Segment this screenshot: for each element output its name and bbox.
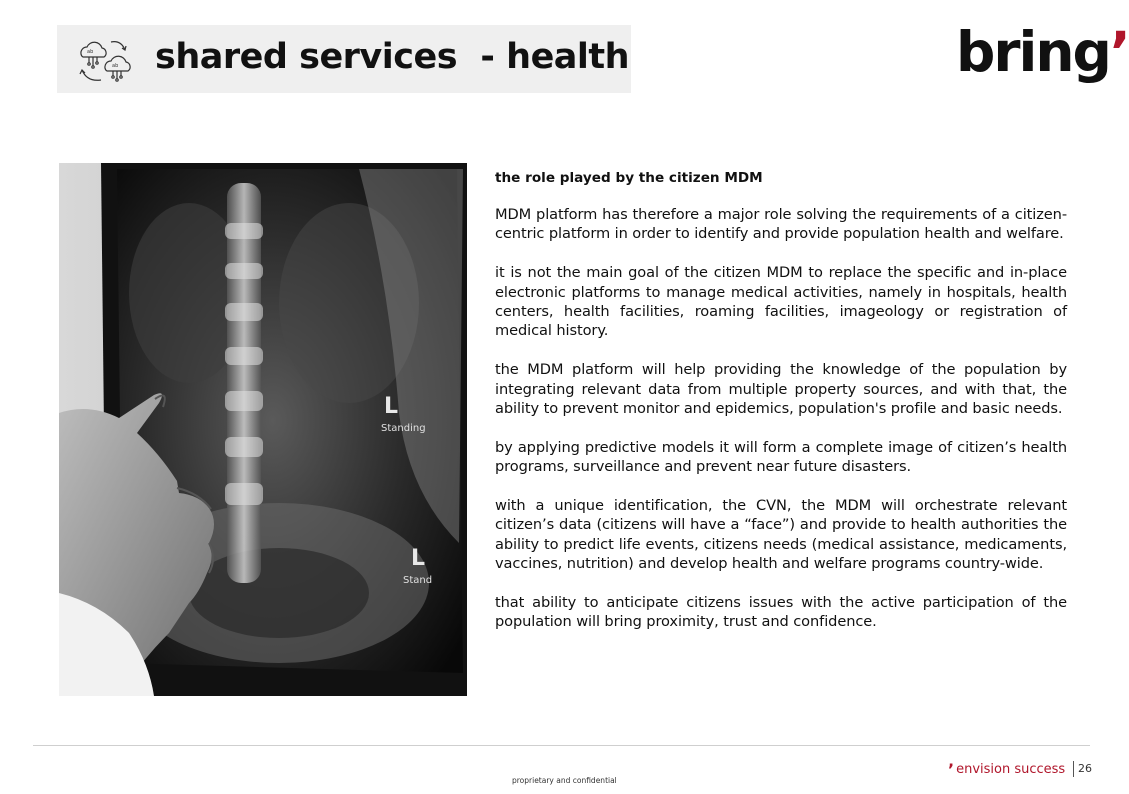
confidential-note: proprietary and confidential xyxy=(512,776,617,785)
paragraph: MDM platform has therefore a major role solving the requirements of a citizen-centric platform in order to identify and provide population health and welfare. xyxy=(495,206,1067,243)
content-column xyxy=(495,168,1067,651)
marker-label-lower: Stand xyxy=(403,575,433,586)
marker-l-lower: L xyxy=(411,546,426,571)
page-number: 26 xyxy=(1073,761,1092,777)
section-heading: the role played by the citizen MDM xyxy=(495,170,763,186)
marker-label-upper: Standing xyxy=(381,423,426,434)
paragraph: with a unique identification, the CVN, the MDM will orchestrate relevant citizen’s data (citizens will have a “face”) and provide to health authorities the ability to predict life events, citizens needs (medical assistance, medicaments, vaccines, nutrition) and develop health and welfare programs country-wide. xyxy=(495,497,1067,573)
paragraph: it is not the main goal of the citizen MDM to replace the specific and in-place electronic platforms to manage medical activities, namely in hospitals, health centers, health facilities, roaming facilities, imageology or registration of medical history. xyxy=(495,264,1067,340)
svg-text:ab: ab xyxy=(112,63,119,69)
footer-divider xyxy=(33,745,1090,746)
logo-mark: ’ xyxy=(1109,20,1129,84)
tagline-text: envision success xyxy=(956,762,1066,777)
footer-tagline xyxy=(948,760,1065,779)
cloud-sync-icon xyxy=(75,34,133,84)
paragraph: that ability to anticipate citizens issues with the active participation of the population will bring proximity, trust and confidence. xyxy=(495,594,1067,631)
title-bar xyxy=(57,25,631,93)
tagline-mark: ’ xyxy=(948,760,955,779)
paragraph: by applying predictive models it will form a complete image of citizen’s health programs, surveillance and prevent near future disasters. xyxy=(495,438,1067,476)
marker-l-upper: L xyxy=(384,394,399,419)
paragraph: the MDM platform will help providing the knowledge of the population by integrating relevant data from multiple property sources, and with that, the ability to prevent monitor and epidemics, population's profile and basic needs. xyxy=(495,361,1067,418)
page-title: shared services - health xyxy=(155,37,630,77)
brand-logo xyxy=(956,22,1129,82)
svg-text:ab: ab xyxy=(87,49,94,55)
logo-text: bring xyxy=(956,20,1110,84)
xray-photo xyxy=(59,163,467,696)
